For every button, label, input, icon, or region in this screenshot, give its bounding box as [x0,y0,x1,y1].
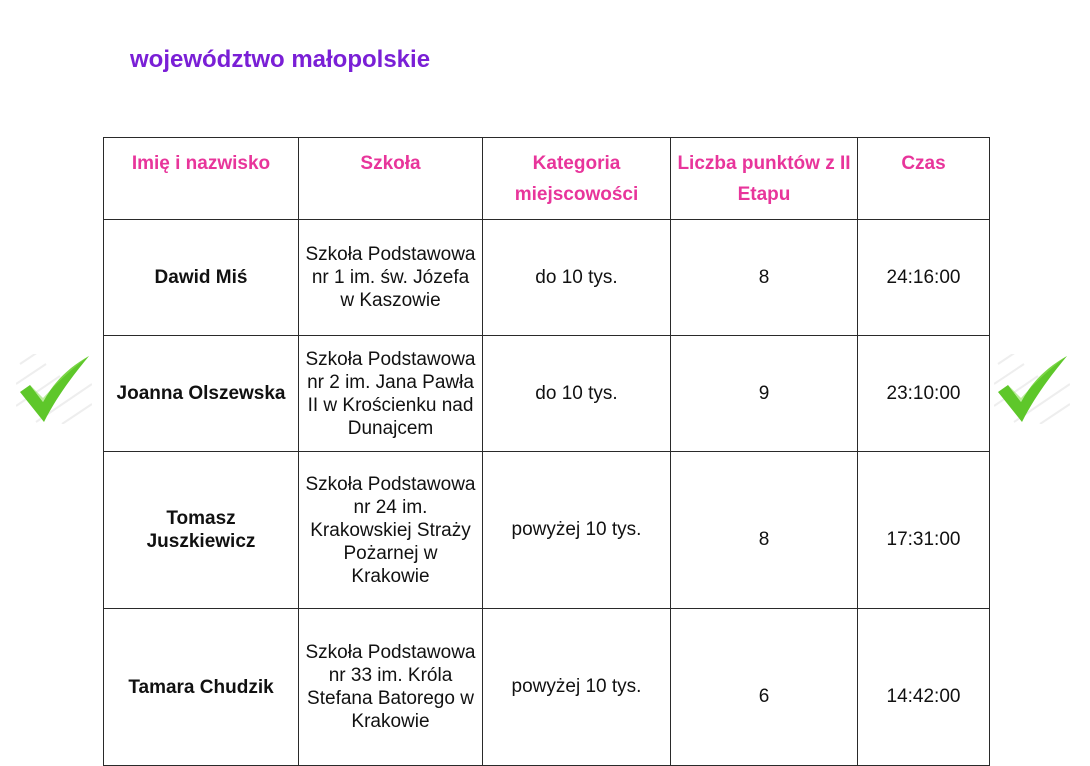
table-row [104,609,990,766]
school-name: Szkoła Podstawowa nr 2 im. Jana Pawła II w Krościenku nad Dunajcem [299,336,483,452]
town-category: powyżej 10 tys. [483,609,671,766]
check-icon [994,354,1070,424]
check-icon [16,354,92,424]
header-row [104,138,990,220]
points-value: 8 [671,220,858,336]
time-value: 23:10:00 [858,336,990,452]
school-name: Szkoła Podstawowa nr 24 im. Krakowskiej Straży Pożarnej w Krakowie [299,452,483,609]
table-row [104,452,990,609]
results-table [103,137,990,766]
points-value: 8 [671,452,858,609]
town-category: powyżej 10 tys. [483,452,671,609]
time-value: 24:16:00 [858,220,990,336]
header-name: Imię i nazwisko [104,138,299,220]
student-name: Tomasz Juszkiewicz [104,452,299,609]
school-name: Szkoła Podstawowa nr 33 im. Króla Stefana Batorego w Krakowie [299,609,483,766]
time-value: 14:42:00 [858,609,990,766]
points-value: 6 [671,609,858,766]
header-school: Szkoła [299,138,483,220]
page-title: województwo małopolskie [130,46,431,73]
header-time: Czas [858,138,990,220]
student-name: Dawid Miś [104,220,299,336]
town-category: do 10 tys. [483,220,671,336]
header-points: Liczba punktów z II Etapu [671,138,858,220]
points-value: 9 [671,336,858,452]
table-row [104,220,990,336]
student-name: Joanna Olszewska [104,336,299,452]
school-name: Szkoła Podstawowa nr 1 im. św. Józefa w Kaszowie [299,220,483,336]
student-name: Tamara Chudzik [104,609,299,766]
table-row [104,336,990,452]
header-category: Kategoria miejscowości [483,138,671,220]
town-category: do 10 tys. [483,336,671,452]
time-value: 17:31:00 [858,452,990,609]
